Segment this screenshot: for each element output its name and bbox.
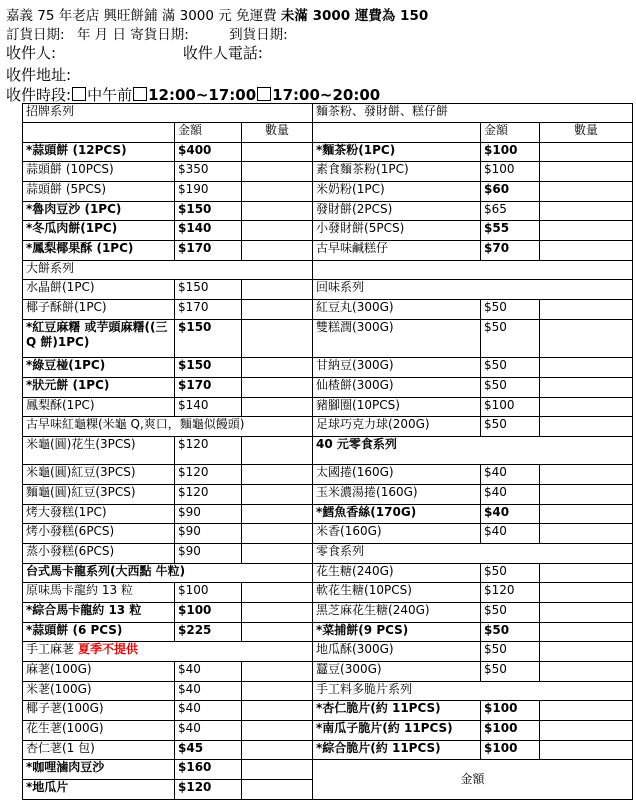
quantity-input[interactable] (242, 181, 313, 201)
table-row (23, 201, 633, 221)
table-row (23, 524, 633, 544)
item-price: $140 (175, 221, 242, 241)
item-price: $40 (175, 701, 242, 721)
table-row (23, 377, 633, 397)
quantity-input[interactable] (242, 436, 313, 464)
item-name: 小發財餅(5PCS) (313, 221, 481, 241)
order-date-label: 訂貨日期: (6, 27, 65, 43)
item-name: 鳳梨酥(1PC) (23, 397, 175, 417)
item-price: $50 (481, 622, 540, 642)
section-label: 手工麻荖 (26, 642, 75, 657)
quantity-input[interactable] (242, 524, 313, 544)
item-price: $140 (175, 397, 242, 417)
table-row (23, 397, 633, 417)
item-price: $40 (481, 504, 540, 524)
ship-date-label: 寄貨日期: (130, 27, 189, 43)
table-row (23, 299, 633, 319)
item-price: $100 (481, 397, 540, 417)
item-name: 蒜頭餅 (10PCS) (23, 162, 175, 182)
item-name: *綜合脆片(約 11PCS) (313, 740, 481, 760)
item-price: $150 (175, 201, 242, 221)
item-price: $50 (481, 661, 540, 681)
quantity-input[interactable] (540, 504, 633, 524)
item-name: *綜合馬卡龍約 13 粒 (23, 602, 175, 622)
address-label: 收件地址: (6, 66, 72, 84)
item-price: $150 (175, 280, 242, 300)
quantity-input[interactable] (242, 681, 313, 701)
quantity-input[interactable] (540, 417, 633, 437)
section-header-right: 回味系列 (313, 280, 633, 300)
header-line-1 (6, 4, 428, 24)
item-name: 玉米濃湯捲(160G) (313, 484, 481, 504)
item-price: $40 (175, 661, 242, 681)
item-name: *鱈魚香絲(170G) (313, 504, 481, 524)
item-name: 蒜頭餅 (5PCS) (23, 181, 175, 201)
item-name: 米龜(圓)花生(3PCS) (23, 436, 175, 464)
header-line-3 (6, 42, 263, 63)
item-price: $55 (481, 221, 540, 241)
quantity-input[interactable] (242, 201, 313, 221)
item-price: $70 (481, 240, 540, 260)
item-name: *麵茶粉(1PC) (313, 142, 481, 162)
item-name: 豬腳圈(10PCS) (313, 397, 481, 417)
item-name: 椰子酥餅(1PC) (23, 299, 175, 319)
table-row (23, 602, 633, 622)
item-price: $100 (481, 701, 540, 721)
item-price: $120 (175, 780, 242, 800)
quantity-input[interactable] (242, 661, 313, 681)
quantity-input[interactable] (540, 162, 633, 182)
table-row (23, 681, 633, 701)
item-price: $100 (481, 740, 540, 760)
item-name: *蒜頭餅 (6 PCS) (23, 622, 175, 642)
item-price: $50 (481, 642, 540, 662)
shop-title: 嘉義 75 年老店 興旺餅鋪 滿 3000 元 免運費 (6, 8, 277, 24)
item-name: *南瓜子脆片(約 11PCS) (313, 721, 481, 741)
item-price: $350 (175, 162, 242, 182)
item-price: $50 (481, 563, 540, 583)
item-name: 米荖(100G) (23, 681, 175, 701)
table-row (23, 504, 633, 524)
quantity-input[interactable] (540, 221, 633, 241)
seasonal-warning: 夏季不提供 (78, 642, 139, 657)
quantity-input[interactable] (540, 181, 633, 201)
table-row (23, 162, 633, 182)
column-header-qty: 數量 (242, 123, 313, 142)
item-name: 古早味鹹糕仔 (313, 240, 481, 260)
item-price: $400 (175, 142, 242, 162)
item-name: *綠豆椪(1PC) (23, 358, 175, 378)
item-name: 發財餅(2PCS) (313, 201, 481, 221)
item-price: $170 (175, 240, 242, 260)
quantity-input[interactable] (242, 162, 313, 182)
column-header-price: 金額 (175, 123, 242, 142)
table-row (23, 240, 633, 260)
quantity-input[interactable] (540, 524, 633, 544)
table-row (23, 543, 633, 563)
quantity-input[interactable] (242, 221, 313, 241)
item-price: $100 (481, 162, 540, 182)
item-price: $100 (481, 721, 540, 741)
table-row (23, 622, 633, 642)
table-row (23, 358, 633, 378)
time-option-2: 12:00~17:00 (148, 86, 257, 104)
quantity-input[interactable] (540, 701, 633, 721)
item-name: 花生荖(100G) (23, 721, 175, 741)
item-price: $225 (175, 622, 242, 642)
item-price: $40 (481, 484, 540, 504)
column-header-qty: 數量 (540, 123, 633, 142)
table-row (23, 484, 633, 504)
table-row (23, 661, 633, 681)
item-price: $50 (481, 602, 540, 622)
item-price: $190 (175, 181, 242, 201)
quantity-input[interactable] (242, 780, 313, 800)
table-row (23, 221, 633, 241)
quantity-input[interactable] (540, 240, 633, 260)
quantity-input[interactable] (540, 484, 633, 504)
quantity-input[interactable] (242, 280, 313, 300)
item-name: 麵龜(圓)紅豆(3PCS) (23, 484, 175, 504)
item-price: $60 (481, 181, 540, 201)
checkbox-evening[interactable] (257, 87, 271, 101)
section-header-left (23, 260, 313, 280)
item-price: $50 (481, 377, 540, 397)
quantity-input[interactable] (540, 622, 633, 642)
time-option-1: 中午前 (87, 86, 133, 104)
table-row (23, 701, 633, 721)
item-price: $40 (481, 465, 540, 485)
item-price: $50 (481, 358, 540, 378)
item-name: *菜捕餅(9 PCS) (313, 622, 481, 642)
section-title-right: 麵茶粉、發財餅、糕仔餅 (313, 104, 633, 123)
quantity-input[interactable] (540, 142, 633, 162)
item-name: 米奶粉(1PC) (313, 181, 481, 201)
item-price: $65 (481, 201, 540, 221)
item-name: 花生糖(240G) (313, 563, 481, 583)
section-title-left: 招牌系列 (23, 104, 313, 123)
quantity-input[interactable] (540, 377, 633, 397)
quantity-input[interactable] (242, 358, 313, 378)
item-name: 蒸小發糕(6PCS) (23, 543, 175, 563)
section-header-right: 零食系列 (313, 543, 633, 563)
item-price: $50 (481, 417, 540, 437)
quantity-input[interactable] (540, 397, 633, 417)
arrive-date-label: 到貨日期: (229, 27, 288, 43)
quantity-input[interactable] (242, 484, 313, 504)
item-name: 地瓜酥(300G) (313, 642, 481, 662)
quantity-input[interactable] (242, 622, 313, 642)
item-price: $100 (175, 583, 242, 603)
column-header-price: 金額 (481, 123, 540, 142)
quantity-input[interactable] (242, 299, 313, 319)
item-name: 水晶餅(1PC) (23, 280, 175, 300)
table-row (23, 563, 633, 583)
item-price: $40 (481, 524, 540, 544)
order-date-ymd: 年 月 日 (76, 27, 126, 43)
section-header-right: 手工料多脆片系列 (313, 681, 633, 701)
quantity-input[interactable] (242, 504, 313, 524)
quantity-input[interactable] (242, 740, 313, 760)
shipping-note: 未滿 3000 運費為 150 (280, 8, 429, 24)
item-name: 原味馬卡龍約 13 粒 (23, 583, 175, 603)
item-name: 足球巧克力球(200G) (313, 417, 481, 437)
item-name: *鳳梨椰果酥 (1PC) (23, 240, 175, 260)
quantity-input[interactable] (242, 760, 313, 780)
table-row (23, 642, 633, 662)
table-row (23, 721, 633, 741)
item-price: $150 (175, 358, 242, 378)
quantity-input[interactable] (242, 397, 313, 417)
table-row (23, 280, 633, 300)
item-price: $50 (481, 319, 540, 358)
item-name: *紅豆麻糬 或芋頭麻糬((三 Q 餅)1PC) (23, 319, 175, 358)
item-name: 米龜(圓)紅豆(3PCS) (23, 465, 175, 485)
item-price: $40 (175, 681, 242, 701)
item-price: $170 (175, 377, 242, 397)
quantity-input[interactable] (540, 602, 633, 622)
item-name: *杏仁脆片(約 11PCS) (313, 701, 481, 721)
table-row (23, 260, 633, 280)
quantity-input[interactable] (540, 201, 633, 221)
item-name: *魯肉豆沙 (1PC) (23, 201, 175, 221)
table-row (23, 436, 633, 464)
item-price: $40 (175, 721, 242, 741)
item-name: 麻荖(100G) (23, 661, 175, 681)
item-name: 雙糕潤(300G) (313, 319, 481, 358)
table-row (23, 417, 633, 437)
item-name: 素食麵茶粉(1PC) (313, 162, 481, 182)
item-price: $45 (175, 740, 242, 760)
section-header-left (23, 642, 313, 662)
section-header-right: 40 元零食系列 (313, 436, 633, 464)
item-price: $160 (175, 760, 242, 780)
quantity-input[interactable] (540, 721, 633, 741)
item-price: $170 (175, 299, 242, 319)
time-option-3: 17:00~20:00 (272, 86, 381, 104)
quantity-input[interactable] (540, 661, 633, 681)
quantity-input[interactable] (242, 583, 313, 603)
item-name: 米香(160G) (313, 524, 481, 544)
blank-cell (313, 123, 481, 142)
item-name: *蒜頭餅 (12PCS) (23, 142, 175, 162)
item-name: 紅豆丸(300G) (313, 299, 481, 319)
section-label: 古早味紅龜粿(米龜 Q,爽口，麵龜似饅頭) (26, 417, 245, 432)
item-price: $50 (481, 299, 540, 319)
quantity-input[interactable] (242, 142, 313, 162)
quantity-input[interactable] (242, 543, 313, 563)
header-line-time (6, 84, 380, 105)
quantity-input[interactable] (540, 740, 633, 760)
quantity-input[interactable] (540, 299, 633, 319)
total-amount-cell: 金額 (313, 760, 633, 800)
quantity-input[interactable] (242, 240, 313, 260)
quantity-input[interactable] (540, 583, 633, 603)
table-row (23, 181, 633, 201)
item-name: 黑芝麻花生糖(240G) (313, 602, 481, 622)
item-price: $120 (481, 583, 540, 603)
quantity-input[interactable] (242, 377, 313, 397)
quantity-input[interactable] (242, 701, 313, 721)
quantity-input[interactable] (540, 642, 633, 662)
item-price: $90 (175, 504, 242, 524)
item-price: $100 (175, 602, 242, 622)
item-name: 烤大發糕(1PC) (23, 504, 175, 524)
item-price: $150 (175, 319, 242, 358)
item-name: 仙楂餅(300G) (313, 377, 481, 397)
checkbox-noon[interactable] (72, 87, 86, 101)
item-name: 烤小發糕(6PCS) (23, 524, 175, 544)
receiver-label: 收件人: (6, 44, 57, 62)
table-row (23, 465, 633, 485)
item-name: *冬瓜肉餅(1PC) (23, 221, 175, 241)
item-name: 軟花生糖(10PCS) (313, 583, 481, 603)
item-price: $120 (175, 465, 242, 485)
quantity-input[interactable] (540, 465, 633, 485)
item-price: $90 (175, 524, 242, 544)
section-header-left (23, 563, 313, 583)
item-name: *咖哩滷肉豆沙 (23, 760, 175, 780)
item-price: $120 (175, 436, 242, 464)
item-name: 蠶豆(300G) (313, 661, 481, 681)
blank-cell (313, 260, 633, 280)
quantity-input[interactable] (242, 319, 313, 358)
item-name: 椰子荖(100G) (23, 701, 175, 721)
quantity-input[interactable] (242, 602, 313, 622)
item-price: $90 (175, 543, 242, 563)
quantity-input[interactable] (540, 319, 633, 358)
quantity-input[interactable] (540, 358, 633, 378)
checkbox-afternoon[interactable] (133, 87, 147, 101)
item-price: $120 (175, 484, 242, 504)
item-name: 杏仁荖(1 包) (23, 740, 175, 760)
header-line-2 (6, 23, 288, 43)
section-label: 台式馬卡龍系列(大西點 牛粒) (26, 563, 186, 578)
item-name: 甘納豆(300G) (313, 358, 481, 378)
quantity-input[interactable] (540, 563, 633, 583)
table-row (23, 583, 633, 603)
table-row (23, 760, 633, 780)
item-price: $100 (481, 142, 540, 162)
table-row (23, 142, 633, 162)
item-name: *地瓜片 (23, 780, 175, 800)
section-header-left (23, 417, 313, 437)
table-row (23, 319, 633, 358)
item-name: 太國捲(160G) (313, 465, 481, 485)
quantity-input[interactable] (242, 465, 313, 485)
blank-cell (23, 123, 175, 142)
section-label: 大餅系列 (26, 260, 75, 275)
quantity-input[interactable] (242, 721, 313, 741)
time-label: 收件時段: (6, 86, 72, 104)
receiver-phone-label: 收件人電話: (182, 44, 263, 62)
table-row (23, 740, 633, 760)
item-name: *狀元餅 (1PC) (23, 377, 175, 397)
order-form-table (22, 103, 633, 800)
